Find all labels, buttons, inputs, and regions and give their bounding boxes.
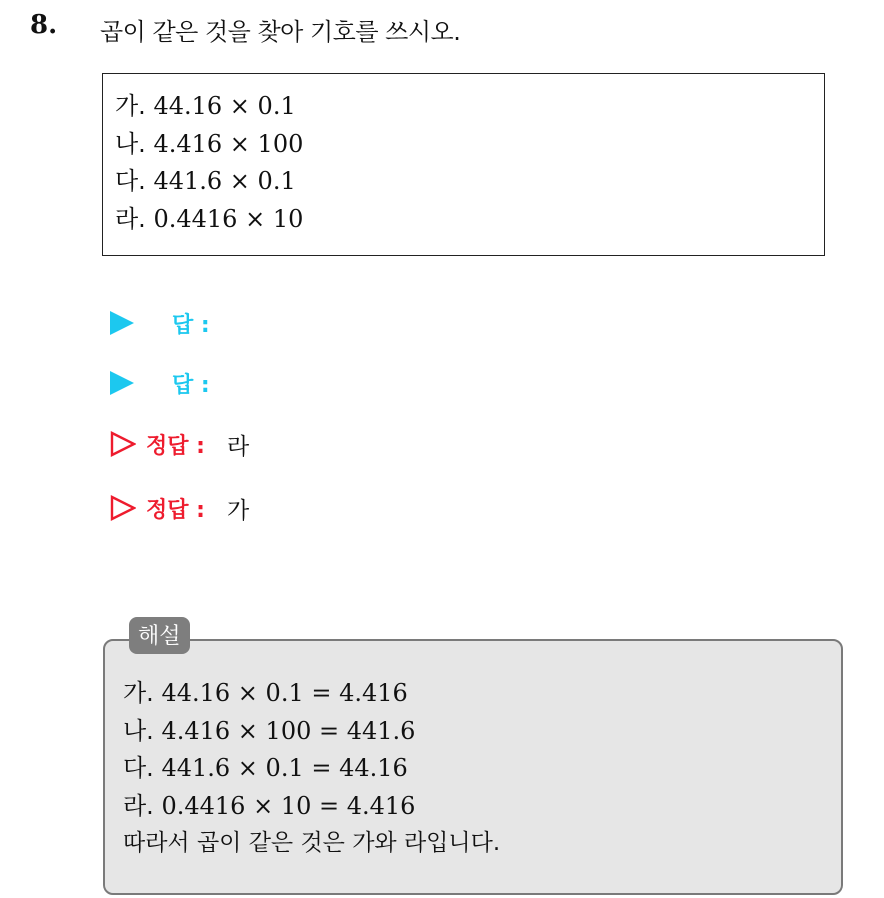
choice-item <box>115 163 824 201</box>
correct-answer-line <box>110 490 249 526</box>
choice-expression: 0.4416 × 10 <box>153 204 304 233</box>
solution-box <box>103 639 843 895</box>
choice-label: 다. <box>115 167 146 195</box>
choice-expression: 441.6 × 0.1 <box>153 167 296 195</box>
solution-expression: 44.16 × 0.1 = 4.416 <box>161 679 408 707</box>
correct-answer-label: 정답 : <box>146 433 205 459</box>
correct-answer-line <box>110 426 249 462</box>
choice-item <box>115 126 824 164</box>
choice-item <box>115 88 824 126</box>
choice-expression: 44.16 × 0.1 <box>153 92 296 120</box>
correct-answer-value: 라 <box>226 433 250 460</box>
solution-expression: 441.6 × 0.1 = 44.16 <box>161 754 408 782</box>
answer-label: 답 : <box>172 372 210 398</box>
solution-line <box>123 788 841 826</box>
solution-expression: 4.416 × 100 = 441.6 <box>161 716 416 745</box>
choice-item <box>115 201 824 239</box>
solution-label: 라. <box>123 791 154 820</box>
outline-triangle-icon <box>110 495 136 521</box>
question-number: 8. <box>30 10 58 40</box>
question-text: 곱이 같은 것을 찾아 기호를 쓰시오. <box>100 18 461 46</box>
correct-answer-value: 가 <box>226 497 250 524</box>
answer-label: 답 : <box>172 312 210 338</box>
choice-label: 가. <box>115 92 146 120</box>
correct-answer-label: 정답 : <box>146 497 205 523</box>
solution-label: 나. <box>123 716 154 745</box>
outline-triangle-icon <box>110 431 136 457</box>
solution-tab: 해설 <box>129 617 190 654</box>
choice-label: 나. <box>115 129 146 158</box>
solution-line <box>123 750 841 788</box>
solution-conclusion: 따라서 곱이 같은 것은 가와 라입니다. <box>123 830 501 856</box>
choices-box <box>102 73 825 256</box>
choice-expression: 4.416 × 100 <box>153 129 304 158</box>
solution-label: 다. <box>123 754 154 782</box>
play-triangle-icon <box>110 371 134 395</box>
answer-line <box>110 305 210 341</box>
answer-line <box>110 365 210 401</box>
solution-expression: 0.4416 × 10 = 4.416 <box>161 791 416 820</box>
solution-line <box>123 675 841 713</box>
solution-label: 가. <box>123 679 154 707</box>
play-triangle-icon <box>110 311 134 335</box>
choice-label: 라. <box>115 204 146 233</box>
solution-line <box>123 713 841 751</box>
